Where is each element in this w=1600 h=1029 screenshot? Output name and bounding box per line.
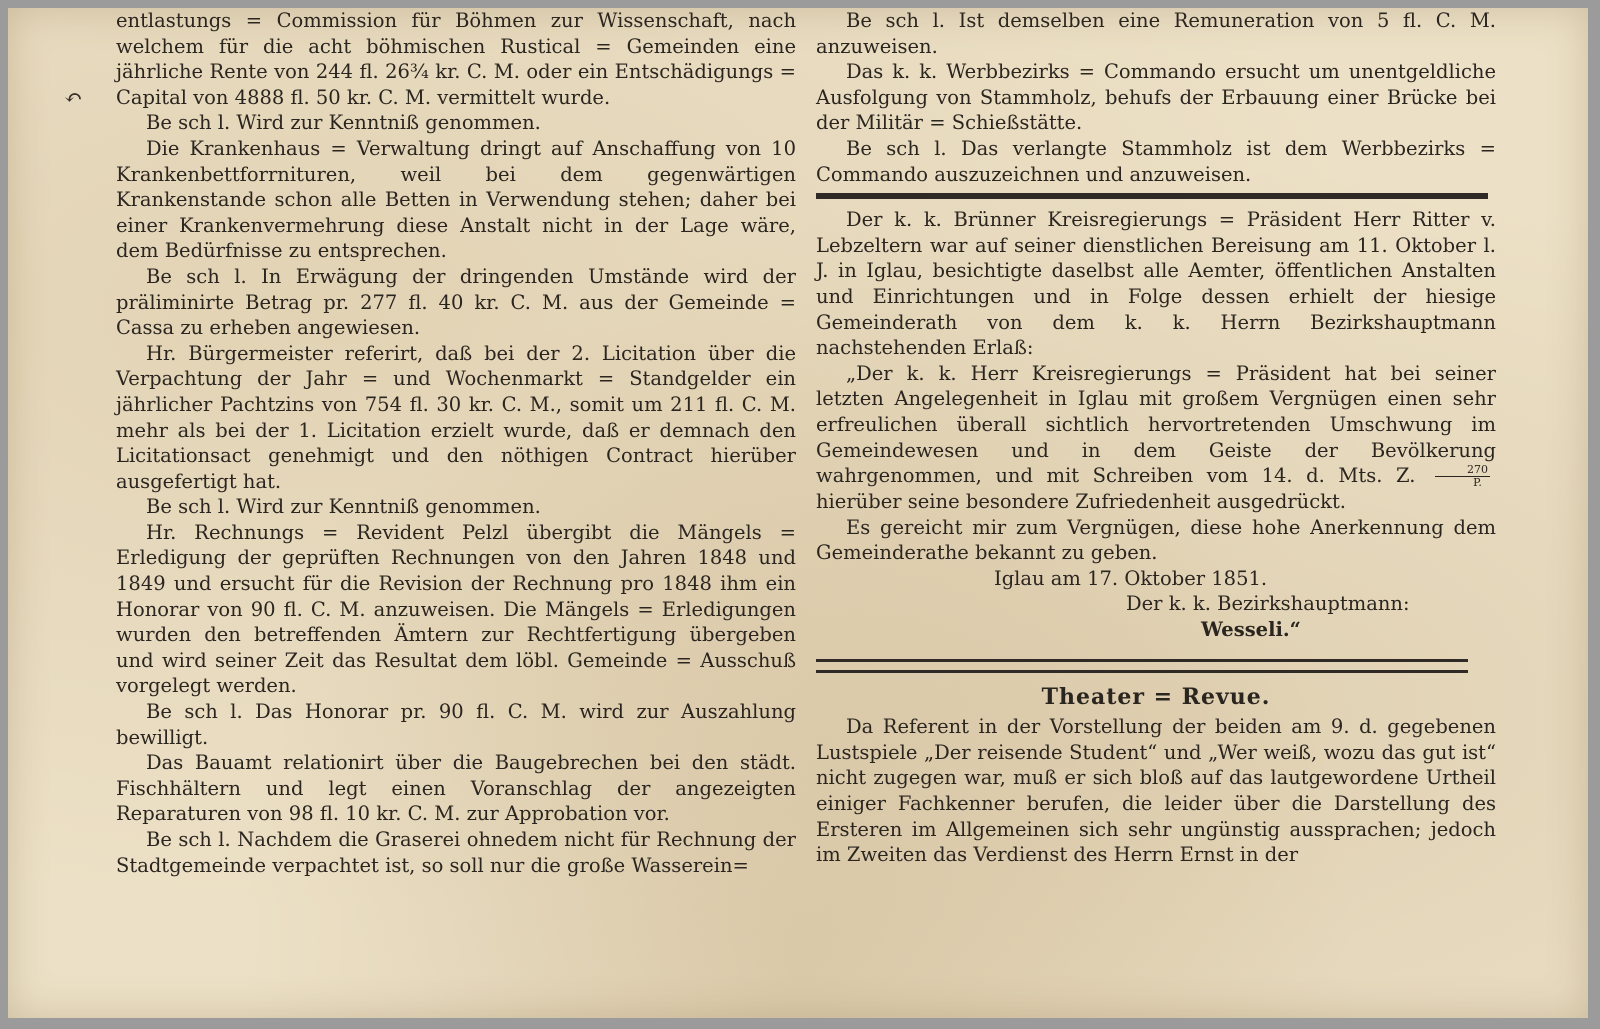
section-heading: Theater = Revue.: [1041, 683, 1271, 710]
quote-text: „Der k. k. Herr Kreisregierungs = Präsident hat bei seiner letzten Angelegenheit in Iglau mit großem Vergnügen einen sehr erfreulichen überall sichtlich hervortretenden Umschwung im Gemeindewesen und in dem Geiste der Bevölkerung wahrgenommen, und mit Schreiben vom 14. d. Mts. Z.: [816, 361, 1496, 488]
fraction-numerator: 270: [1435, 464, 1490, 477]
margin-mark: ↶: [64, 86, 83, 111]
paragraph: Be sch l. Ist demselben eine Remuneration von 5 fl. C. M. anzuweisen.: [816, 9, 1496, 58]
paragraph: Be sch l. Nachdem die Graserei ohnedem nicht für Rechnung der Stadtgemeinde verpachtet ist, so soll nur die große Wasserein=: [116, 828, 796, 877]
paragraph: Be sch l. Wird zur Kenntniß genommen.: [146, 495, 541, 519]
left-column: [116, 8, 796, 878]
paragraph: Die Krankenhaus = Verwaltung dringt auf Anschaffung von 10 Krankenbettforrnituren, weil bei dem gegenwärtigen Krankenstande schon alle Betten in Verwendung stehen; daher bei einer Krankenvermehrung diese Anstalt nicht in der Lage wäre, dem Bedürfnisse zu entsprechen.: [116, 136, 796, 263]
signer-title: Der k. k. Bezirkshauptmann:: [1126, 592, 1410, 616]
notice-date: Iglau am 17. Oktober 1851.: [994, 566, 1268, 590]
newspaper-page: [8, 8, 1588, 1018]
paragraph: Be sch l. Das Honorar pr. 90 fl. C. M. wird zur Auszahlung bewilligt.: [116, 700, 796, 749]
paragraph: Hr. Rechnungs = Revident Pelzl übergibt die Mängels = Erledigung der geprüften Rechnungen von den Jahren 1848 und 1849 und ersucht für die Revision der Rechnung pro 1848 ihm ein Honorar von 90 fl. C. M. anzuweisen. Die Mängels = Erledigungen wurden den betreffenden Ämtern zur Rechtfertigung übergeben und wird seiner Zeit das Resultat dem löbl. Gemeinde = Ausschuß vorgelegt werden.: [116, 520, 796, 698]
paragraph: Das Bauamt relationirt über die Baugebrechen bei den städt. Fischhältern und legt einen Voranschlag der angezeigten Reparaturen von 98 fl. 10 kr. C. M. zur Approbation vor.: [116, 751, 796, 826]
paragraph: Hr. Bürgermeister referirt, daß bei der 2. Licitation über die Verpachtung der Jahr = und Wochenmarkt = Standgelder ein jährlicher Pachtzins von 754 fl. 30 kr. C. M., somit um 211 fl. C. M. mehr als bei der 1. Licitation erzielt wurde, daß er demnach den Licitationsact genehmigt und den nöthigen Contract hierüber ausgefertigt hat.: [116, 341, 796, 493]
notice-quote: [816, 361, 1496, 515]
paragraph: Be sch l. Das verlangte Stammholz ist dem Werbbezirks = Commando auszuzeichnen und anzuweisen.: [816, 136, 1496, 186]
signer-name: Wesseli.“: [1201, 618, 1301, 642]
paragraph: Be sch l. Wird zur Kenntniß genommen.: [146, 111, 541, 135]
paragraph: entlastungs = Commission für Böhmen zur Wissenschaft, nach welchem für die acht böhmischen Rustical = Gemeinden eine jährliche Rente von 244 fl. 26¾ kr. C. M. oder ein Entschädigungs = Capital von 4888 fl. 50 kr. C. M. vermittelt wurde.: [116, 9, 796, 109]
paragraph: Be sch l. In Erwägung der dringenden Umstände wird der präliminirte Betrag pr. 277 fl. 40 kr. C. M. aus der Gemeinde = Cassa zu erheben angewiesen.: [116, 264, 796, 340]
notice-intro: Der k. k. Brünner Kreisregierungs = Präsident Herr Ritter v. Lebzeltern war auf seiner dienstlichen Bereisung am 11. Oktober l. J. in Iglau, besichtigte daselbst alle Aemter, öffentlichen Anstalten und Einrichtungen und in Folge dessen erhielt der hiesige Gemeinderath von dem k. k. Herrn Bezirkshauptmann nachstehenden Erlaß:: [816, 208, 1496, 360]
quote-text-end: hierüber seine besondere Zufriedenheit ausgedrückt.: [816, 490, 1346, 514]
section-divider-double: [816, 659, 1468, 673]
fraction-reference: [1435, 464, 1490, 489]
paragraph: Das k. k. Werbbezirks = Commando ersucht um unentgeldliche Ausfolgung von Stammholz, behufs der Erbauung einer Brücke bei der Militär = Schießstätte.: [816, 60, 1496, 135]
fraction-denominator: P.: [1473, 476, 1482, 490]
theater-review-text: Da Referent in der Vorstellung der beiden am 9. d. gegebenen Lustspiele „Der reisende Student“ und „Wer weiß, wozu das gut ist“ nicht zugegen war, muß er sich bloß auf das lautgewordene Urtheil einiger Fachkenner berufen, die leider über die Darstellung des Ersteren im Allgemeinen sich sehr ungünstig aussprachen; jedoch im Zweiten das Verdienst des Herrn Ernst in der: [816, 715, 1496, 867]
right-column: [816, 8, 1496, 868]
section-divider: [816, 193, 1488, 199]
notice-closing: Es gereicht mir zum Vergnügen, diese hohe Anerkennung dem Gemeinderathe bekannt zu geben.: [816, 515, 1496, 565]
